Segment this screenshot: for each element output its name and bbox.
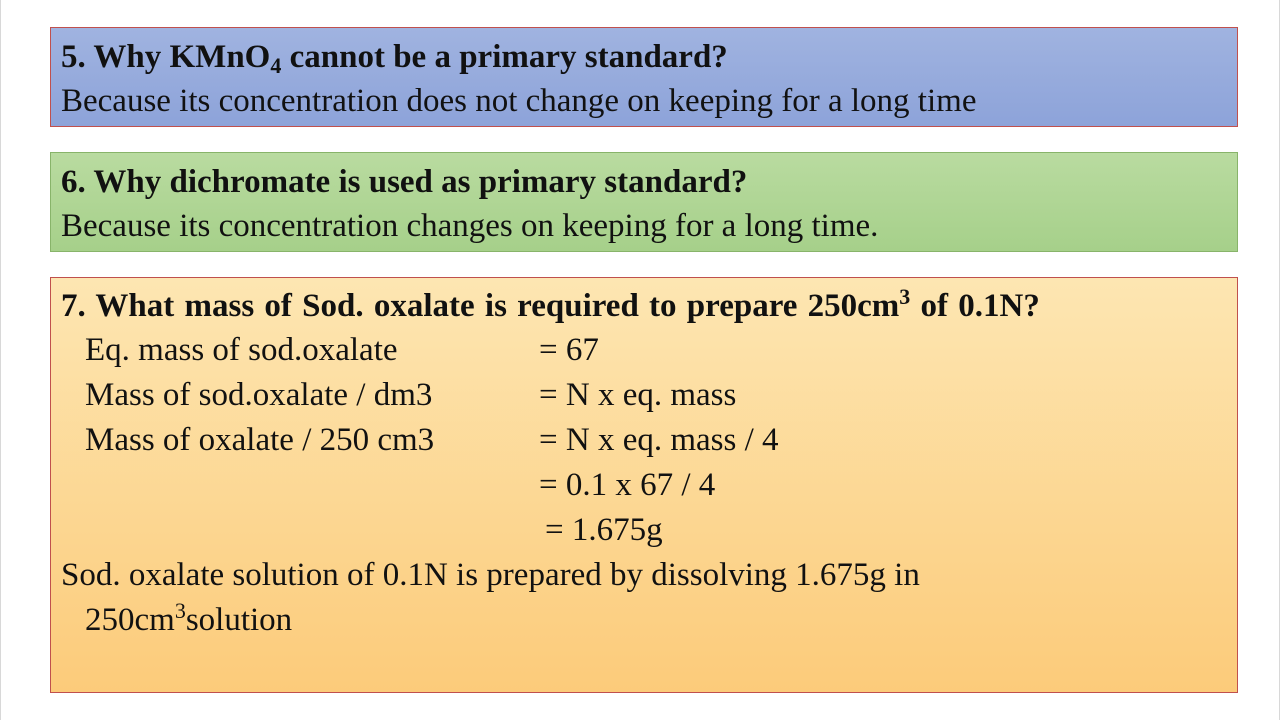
question-5-box <box>50 27 1238 127</box>
question-5-text-after: cannot be a primary standard? <box>281 39 728 75</box>
calc-label: Mass of oxalate / 250 cm3 <box>85 422 435 458</box>
question-5-subscript: 4 <box>270 53 282 78</box>
question-5-text-before: Why KMnO <box>93 39 271 75</box>
calc-value: = N x eq. mass / 4 <box>539 422 779 458</box>
question-7-superscript: 3 <box>899 284 911 309</box>
conclusion-line-2 <box>61 598 1237 643</box>
question-5-number: 5. <box>61 39 86 75</box>
conclusion <box>61 553 1237 643</box>
conclusion-line-1: Sod. oxalate solution of 0.1N is prepared by dissolving 1.675g in <box>61 557 920 593</box>
calc-row <box>61 373 1237 418</box>
slide-left-edge <box>0 0 1 720</box>
conclusion-line-2-after: solution <box>185 602 293 638</box>
calc-label: Mass of sod.oxalate / dm3 <box>85 377 433 413</box>
question-7-number: 7. <box>61 288 86 324</box>
calc-row <box>61 463 1237 508</box>
question-7-box <box>50 277 1238 693</box>
question-7-text-after: of 0.1N? <box>910 288 1040 324</box>
calc-value: = 67 <box>539 332 599 368</box>
calc-row <box>61 508 1237 553</box>
calc-row <box>61 328 1237 373</box>
question-6-heading: 6. Why dichromate is used as primary standard? <box>61 164 748 200</box>
calc-value: = 0.1 x 67 / 4 <box>539 467 716 503</box>
question-6-box <box>50 152 1238 252</box>
calc-row <box>61 418 1237 463</box>
calc-value: = N x eq. mass <box>539 377 737 413</box>
question-5-heading <box>61 35 1237 79</box>
question-7-heading <box>61 284 1237 328</box>
calc-label: Eq. mass of sod.oxalate <box>85 332 398 368</box>
calc-value: = 1.675g <box>545 512 663 548</box>
question-6-answer: Because its concentration changes on keeping for a long time. <box>61 208 879 244</box>
conclusion-line-2-superscript: 3 <box>174 598 186 623</box>
question-7-text-before: What mass of Sod. oxalate is required to prepare 250cm <box>95 288 900 324</box>
question-5-answer: Because its concentration does not change on keeping for a long time <box>61 83 977 119</box>
conclusion-line-2-before: 250cm <box>85 602 175 638</box>
